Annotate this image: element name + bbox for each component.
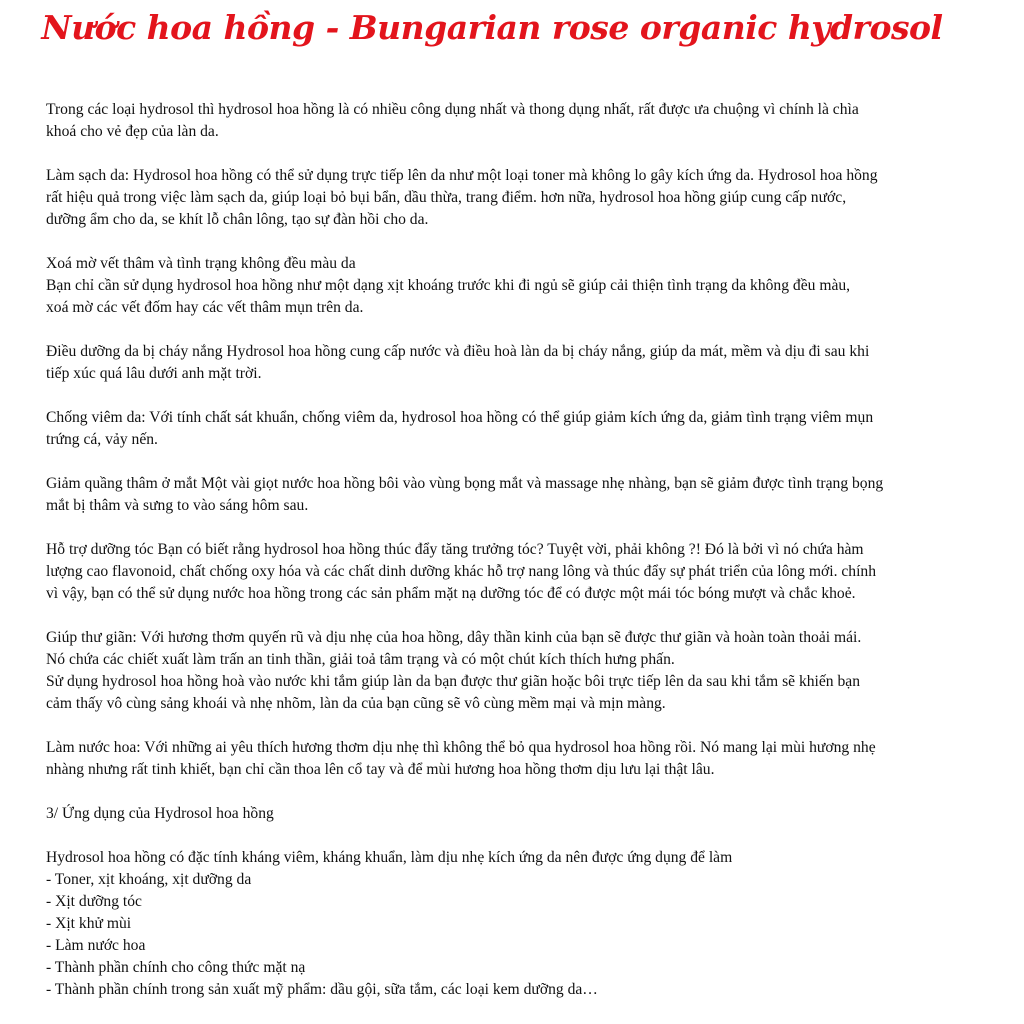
- text-line: 3/ Ứng dụng của Hydrosol hoa hồng: [46, 805, 274, 822]
- paragraph-intro: [46, 99, 1018, 143]
- text-line: mắt bị thâm và sưng to vào sáng hôm sau.: [46, 497, 309, 514]
- text-line: Sử dụng hydrosol hoa hồng hoà vào nước khi tắm giúp làn da bạn được thư giãn hoặc bôi trực tiếp lên da sau khi tắm sẽ khiến bạn: [46, 673, 861, 690]
- paragraph-applications: [46, 847, 1018, 1001]
- section-heading: [46, 803, 1018, 825]
- list-item: - Xịt dưỡng tóc: [46, 893, 142, 910]
- list-item: - Thành phần chính trong sản xuất mỹ phẩm: dầu gội, sữa tắm, các loại kem dưỡng da…: [46, 981, 598, 998]
- text-line: rất hiệu quả trong việc làm sạch da, giúp loại bỏ bụi bẩn, dầu thừa, trang điểm. hơn nữa, hydrosol hoa hồng giúp cung cấp nước,: [46, 189, 847, 206]
- paragraph-relaxation: [46, 627, 1018, 715]
- list-item: - Làm nước hoa: [46, 937, 146, 954]
- paragraph-perfume: [46, 737, 1018, 781]
- list-item: - Xịt khử mùi: [46, 915, 132, 932]
- paragraph-anti-inflammatory: [46, 407, 1018, 451]
- text-line: cảm thấy vô cùng sảng khoái và nhẹ nhõm, làn da của bạn cũng sẽ vô cùng mềm mại và mịn màng.: [46, 695, 666, 712]
- text-line: trứng cá, vảy nến.: [46, 431, 158, 448]
- text-line: Trong các loại hydrosol thì hydrosol hoa hồng là có nhiều công dụng nhất và thong dụng nhất, rất được ưa chuộng vì chính là chìa: [46, 101, 859, 118]
- text-line: Hydrosol hoa hồng có đặc tính kháng viêm, kháng khuẩn, làm dịu nhẹ kích ứng da nên được ứng dụng để làm: [46, 849, 733, 866]
- text-line: Chống viêm da: Với tính chất sát khuẩn, chống viêm da, hydrosol hoa hồng có thể giúp giảm kích ứng da, giảm tình trạng viêm mụn: [46, 409, 874, 426]
- text-line: lượng cao flavonoid, chất chống oxy hóa và các chất dinh dưỡng khác hỗ trợ nang lông và thúc đẩy sự phát triển của lông mới. chính: [46, 563, 877, 580]
- text-line: Điều dưỡng da bị cháy nắng Hydrosol hoa hồng cung cấp nước và điều hoà làn da bị cháy nắng, giúp da mát, mềm và dịu đi sau khi: [46, 343, 870, 360]
- text-line: xoá mờ các vết đốm hay các vết thâm mụn trên da.: [46, 299, 364, 316]
- paragraph-dark-circles: [46, 473, 1018, 517]
- text-line: Làm sạch da: Hydrosol hoa hồng có thể sử dụng trực tiếp lên da như một loại toner mà không lo gây kích ứng da. Hydrosol hoa hồng: [46, 167, 878, 184]
- text-line: vì vậy, bạn có thể sử dụng nước hoa hồng trong các sản phẩm mặt nạ dưỡng tóc để có được một mái tóc bóng mượt và chắc khoẻ.: [46, 585, 856, 602]
- paragraph-sunburn: [46, 341, 1018, 385]
- paragraph-hair-care: [46, 539, 1018, 605]
- text-line: nhàng nhưng rất tinh khiết, bạn chỉ cần thoa lên cổ tay và để mùi hương hoa hồng thơm dịu lưu lại thật lâu.: [46, 761, 715, 778]
- text-line: Làm nước hoa: Với những ai yêu thích hương thơm dịu nhẹ thì không thể bỏ qua hydrosol hoa hồng rồi. Nó mang lại mùi hương nhẹ: [46, 739, 876, 756]
- text-line: Giúp thư giãn: Với hương thơm quyến rũ và dịu nhẹ của hoa hồng, dây thần kinh của bạn sẽ được thư giãn và hoàn toàn thoải mái.: [46, 629, 862, 646]
- list-item: - Toner, xịt khoáng, xịt dưỡng da: [46, 871, 252, 888]
- text-line: Xoá mờ vết thâm và tình trạng không đều màu da: [46, 255, 356, 272]
- list-item: - Thành phần chính cho công thức mặt nạ: [46, 959, 306, 976]
- text-line: khoá cho vẻ đẹp của làn da.: [46, 123, 219, 140]
- paragraph-dark-spots: [46, 253, 1018, 319]
- text-line: Bạn chỉ cần sử dụng hydrosol hoa hồng như một dạng xịt khoáng trước khi đi ngủ sẽ giúp cải thiện tình trạng da không đều màu,: [46, 277, 851, 294]
- text-line: Nó chứa các chiết xuất làm trấn an tinh thần, giải toả tâm trạng và có một chút kích thích hưng phấn.: [46, 651, 675, 668]
- article-body: [46, 99, 1018, 1023]
- paragraph-cleansing: [46, 165, 1018, 231]
- page-title: Nước hoa hồng - Bungarian rose organic hydrosol: [41, 8, 943, 47]
- text-line: tiếp xúc quá lâu dưới anh mặt trời.: [46, 365, 262, 382]
- text-line: Hỗ trợ dưỡng tóc Bạn có biết rằng hydrosol hoa hồng thúc đẩy tăng trưởng tóc? Tuyệt vời, phải không ?! Đó là bởi vì nó chứa hàm: [46, 541, 864, 558]
- text-line: dưỡng ẩm cho da, se khít lỗ chân lông, tạo sự đàn hồi cho da.: [46, 211, 429, 228]
- text-line: Giảm quầng thâm ở mắt Một vài giọt nước hoa hồng bôi vào vùng bọng mắt và massage nhẹ nhàng, bạn sẽ giảm được tình trạng bọng: [46, 475, 884, 492]
